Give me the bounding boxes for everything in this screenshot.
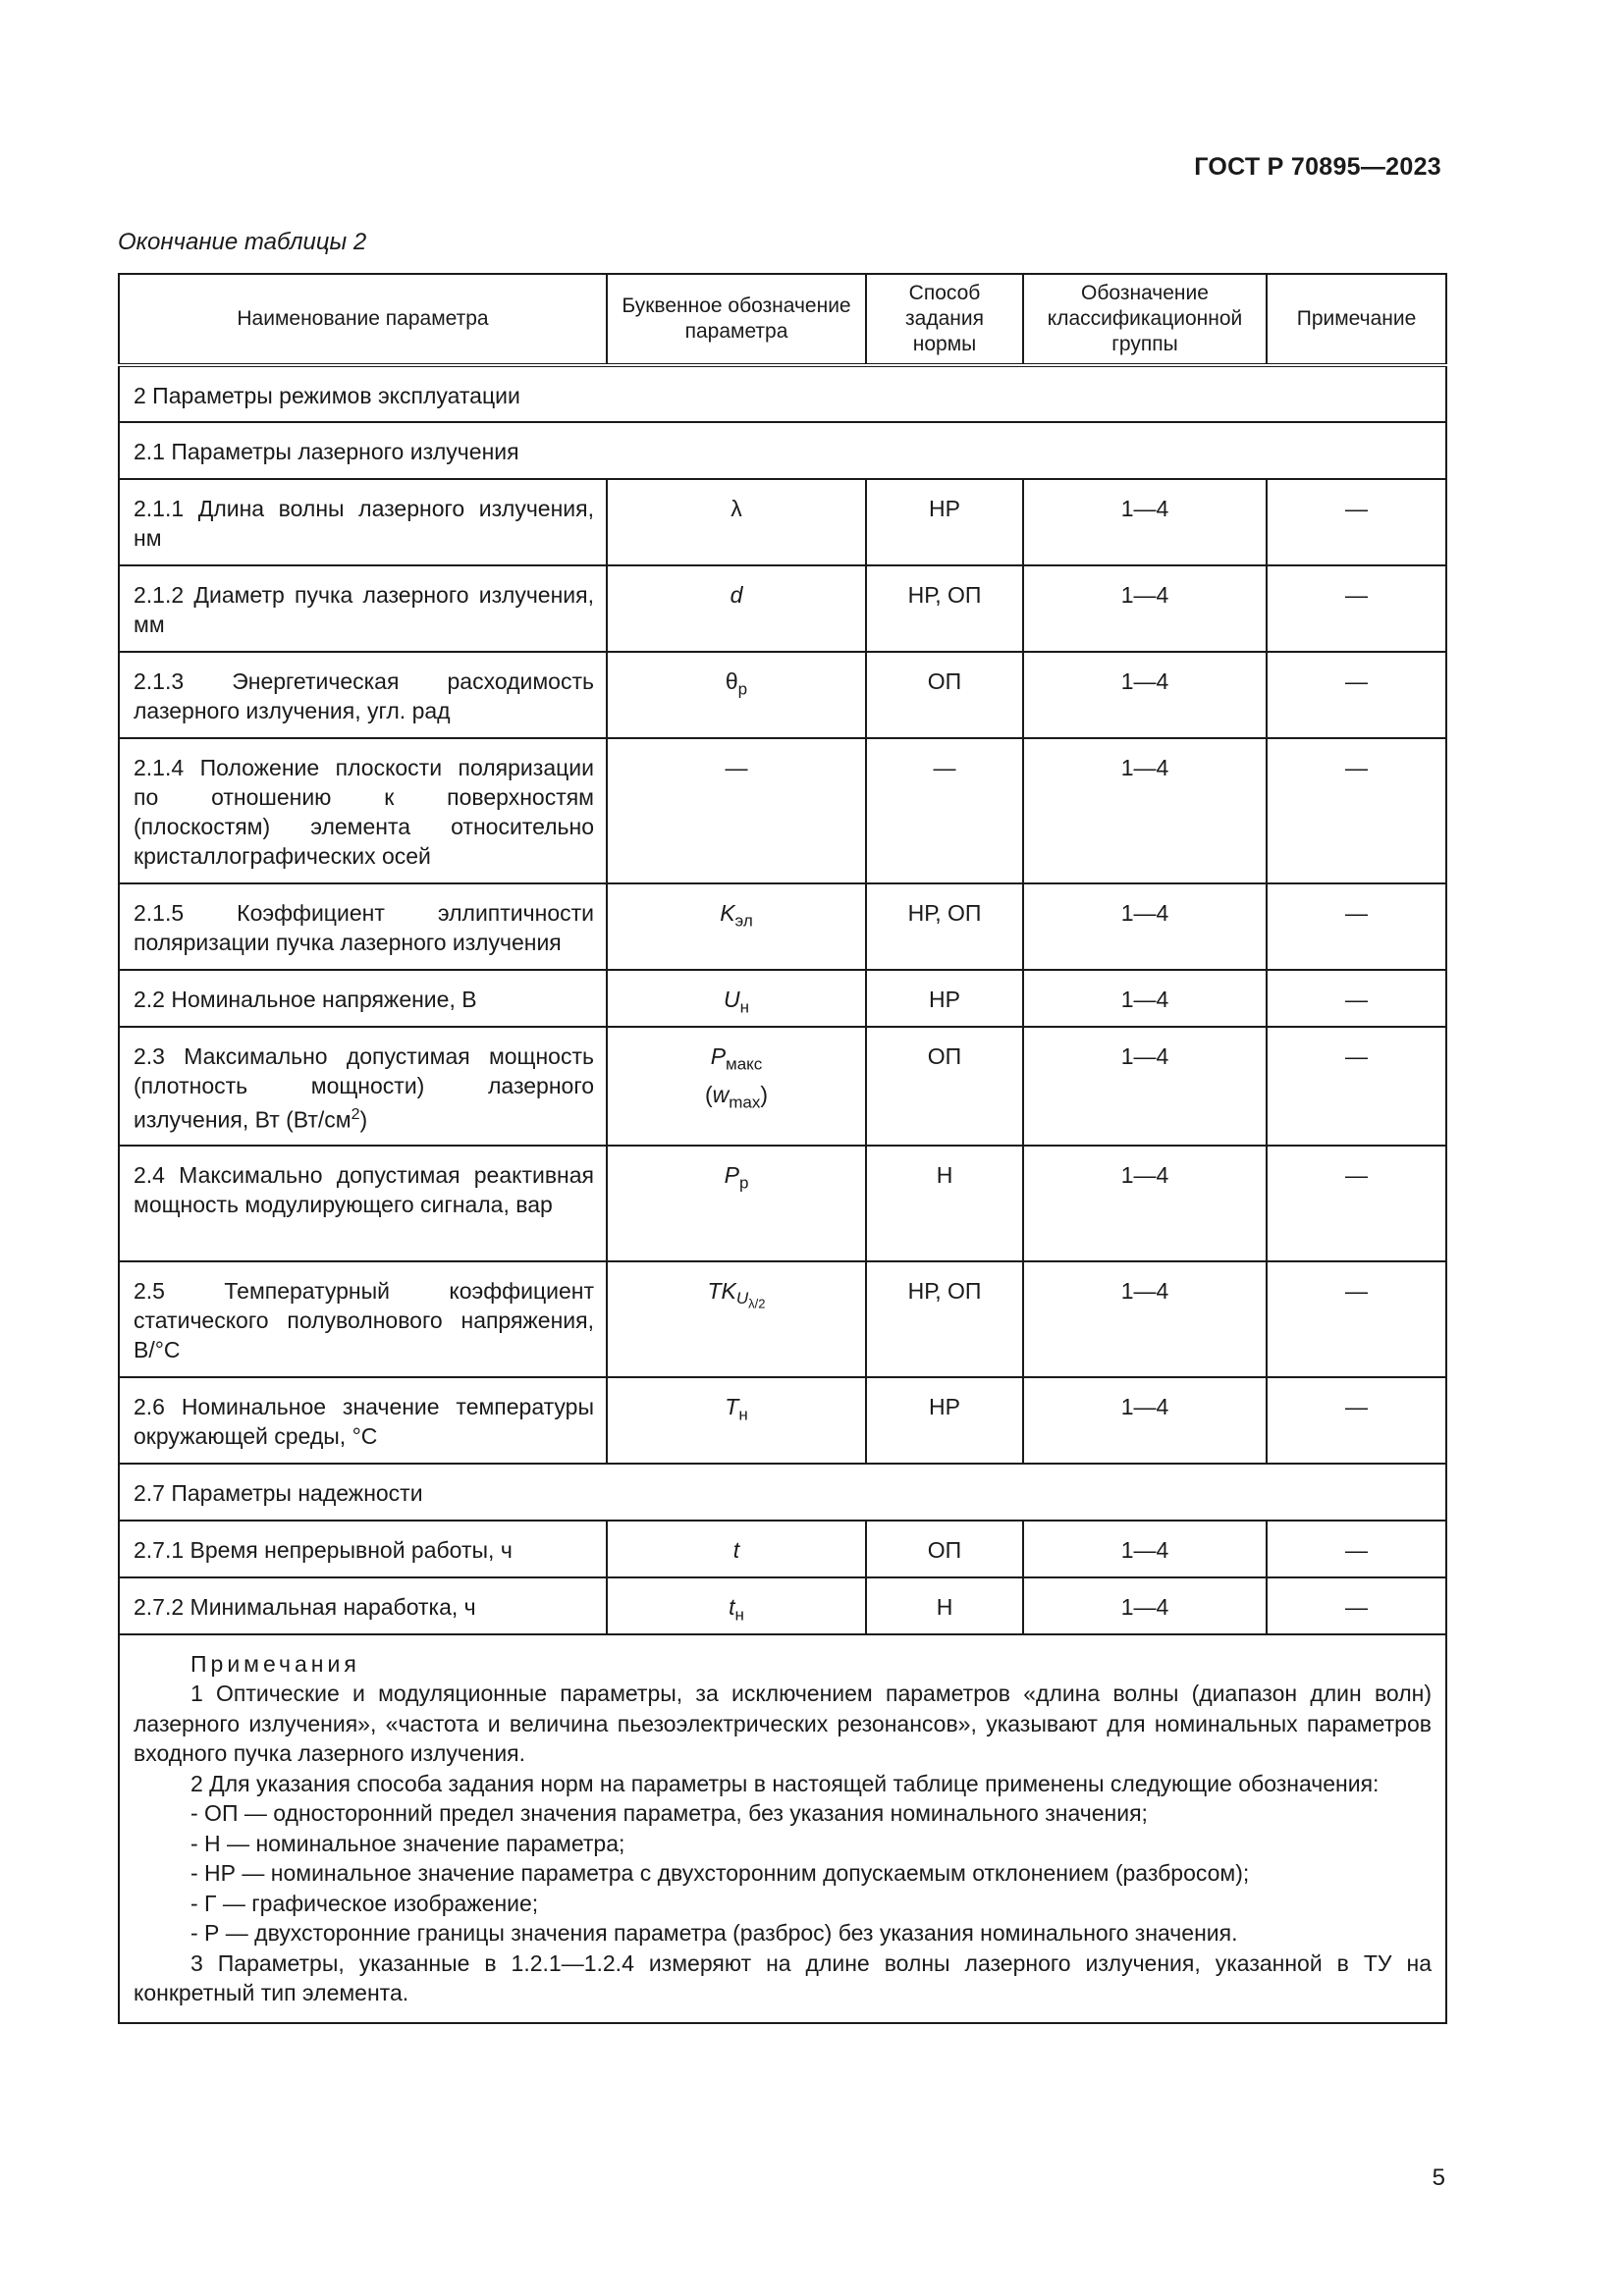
symbol-text: d: [730, 582, 743, 608]
param-note: —: [1267, 1261, 1446, 1377]
table-row: [119, 970, 1446, 1027]
section-title: 2 Параметры режимов эксплуатации: [119, 365, 1446, 422]
symbol-subsubscript: λ/2: [748, 1296, 766, 1311]
param-group: 1—4: [1023, 1577, 1267, 1634]
table-row: [119, 738, 1446, 883]
symbol-text: θ: [725, 668, 738, 694]
param-method: НР, ОП: [866, 565, 1023, 652]
symbol-subscript: н: [739, 997, 749, 1017]
param-note: —: [1267, 1577, 1446, 1634]
table-row: [119, 1521, 1446, 1577]
param-note: —: [1267, 652, 1446, 738]
param-group: 1—4: [1023, 1027, 1267, 1146]
symbol-subscript: макс: [726, 1054, 763, 1074]
param-method: Н: [866, 1146, 1023, 1261]
param-name: 2.1.1 Длина волны лазерного излучения, нм: [119, 479, 607, 565]
symbol-text: λ: [731, 496, 742, 521]
symbol-text: U: [723, 987, 740, 1012]
param-group: 1—4: [1023, 479, 1267, 565]
param-name-superscript: 2: [351, 1106, 360, 1123]
symbol-text: TK: [707, 1277, 736, 1304]
param-group: 1—4: [1023, 652, 1267, 738]
param-note: —: [1267, 970, 1446, 1027]
param-symbol: [607, 1377, 866, 1464]
symbol-text: t: [729, 1593, 735, 1620]
symbol-text: T: [725, 1393, 739, 1419]
param-method: ОП: [866, 1521, 1023, 1577]
param-group: 1—4: [1023, 1261, 1267, 1377]
header-symbol: Буквенное обозначение параметра: [607, 274, 866, 365]
symbol-subscript: н: [734, 1605, 744, 1625]
section-row: [119, 365, 1446, 422]
param-symbol: [607, 652, 866, 738]
page-number: 5: [1432, 2164, 1445, 2191]
param-name: 2.4 Максимально допустимая реактивная мощность модулирующего сигнала, вар: [119, 1146, 607, 1261]
header-name: Наименование параметра: [119, 274, 607, 365]
param-name: 2.1.3 Энергетическая расходимость лазерного излучения, угл. рад: [119, 652, 607, 738]
param-method: НР: [866, 479, 1023, 565]
param-name: [119, 1027, 607, 1146]
notes-block: [119, 1634, 1446, 2023]
table-row: [119, 565, 1446, 652]
param-note: —: [1267, 479, 1446, 565]
param-note: —: [1267, 1521, 1446, 1577]
table-row: [119, 1146, 1446, 1261]
param-name: 2.6 Номинальное значение температуры окружающей среды, °С: [119, 1377, 607, 1464]
symbol-text: K: [720, 900, 735, 926]
param-symbol: —: [607, 738, 866, 883]
symbol-text: t: [732, 1536, 740, 1563]
param-group: 1—4: [1023, 1521, 1267, 1577]
param-method: НР: [866, 970, 1023, 1027]
note-paragraph: 1 Оптические и модуляционные параметры, за исключением параметров «длина волны (диапазон длин волн) лазерного излучения», «частота и величина пьезоэлектрических резонансов», указывают для номинальных параметров входного пучка лазерного излучения.: [134, 1681, 1432, 1767]
symbol-subscript: р: [737, 679, 748, 699]
param-group: 1—4: [1023, 738, 1267, 883]
param-name-text: 2.3 Максимально допустимая мощность (плотность мощности) лазерного излучения, Вт (Вт/см: [134, 1043, 594, 1133]
param-note: —: [1267, 738, 1446, 883]
param-group: 1—4: [1023, 1377, 1267, 1464]
param-method: ОП: [866, 652, 1023, 738]
param-group: 1—4: [1023, 970, 1267, 1027]
table-caption: Окончание таблицы 2: [118, 229, 367, 255]
note-list-item: - Р — двухсторонние границы значения параметра (разброс) без указания номинального значения.: [190, 1920, 1238, 1947]
notes-row: [119, 1634, 1446, 2023]
symbol-alt-subscript: max: [729, 1093, 761, 1112]
param-symbol: [607, 1146, 866, 1261]
param-method: НР, ОП: [866, 883, 1023, 970]
table-header-row: [119, 274, 1446, 365]
param-method: ОП: [866, 1027, 1023, 1146]
symbol-text: P: [710, 1043, 727, 1069]
param-note: —: [1267, 1027, 1446, 1146]
param-method: НР, ОП: [866, 1261, 1023, 1377]
symbol-subscript: н: [738, 1405, 748, 1424]
note-list-item: - Н — номинальное значение параметра;: [190, 1830, 625, 1856]
symbol-text: P: [724, 1161, 739, 1188]
note-paragraph: 2 Для указания способа задания норм на параметры в настоящей таблице применены следующие обозначения:: [190, 1770, 1380, 1796]
param-group: 1—4: [1023, 883, 1267, 970]
symbol-subscript: U: [735, 1289, 749, 1308]
param-name: 2.1.2 Диаметр пучка лазерного излучения, мм: [119, 565, 607, 652]
param-name: 2.5 Температурный коэффициент статического полуволнового напряжения, В/°С: [119, 1261, 607, 1377]
param-symbol: [607, 1261, 866, 1377]
note-list-item: - НР — номинальное значение параметра с двухсторонним допускаемым отклонением (разбросом);: [190, 1860, 1250, 1887]
symbol-alt-text: w: [712, 1081, 730, 1107]
param-symbol: $P_{макс}$ $(w_{max})$: [607, 1027, 866, 1146]
document-code: ГОСТ Р 70895—2023: [1194, 153, 1441, 181]
param-note: —: [1267, 565, 1446, 652]
param-name: 2.2 Номинальное напряжение, В: [119, 970, 607, 1027]
param-symbol: [607, 1577, 866, 1634]
table-row: [119, 652, 1446, 738]
section-row: [119, 1464, 1446, 1521]
param-symbol: [607, 1521, 866, 1577]
param-symbol: [607, 970, 866, 1027]
param-symbol: [607, 883, 866, 970]
section-title: 2.7 Параметры надежности: [119, 1464, 1446, 1521]
param-name: 2.1.4 Положение плоскости поляризации по отношению к поверхностям (плоскостям) элемента относительно кристаллографических осей: [119, 738, 607, 883]
section-row: [119, 422, 1446, 479]
header-note: Примечание: [1267, 274, 1446, 365]
table-row: [119, 1027, 1446, 1146]
param-method: НР: [866, 1377, 1023, 1464]
header-method: Способ задания нормы: [866, 274, 1023, 365]
param-group: 1—4: [1023, 1146, 1267, 1261]
table-row: [119, 1377, 1446, 1464]
section-title: 2.1 Параметры лазерного излучения: [119, 422, 1446, 479]
symbol-subscript: р: [738, 1173, 749, 1193]
notes-title: Примечания: [190, 1650, 360, 1677]
note-paragraph: 3 Параметры, указанные в 1.2.1—1.2.4 измеряют на длине волны лазерного излучения, указанной в ТУ на конкретный тип элемента.: [134, 1949, 1432, 2006]
parameters-table: [118, 273, 1447, 2024]
param-group: 1—4: [1023, 565, 1267, 652]
param-name: 2.1.5 Коэффициент эллиптичности поляризации пучка лазерного излучения: [119, 883, 607, 970]
table-row: [119, 1261, 1446, 1377]
table-row: [119, 479, 1446, 565]
table-row: [119, 883, 1446, 970]
header-group: Обозначение классификационной группы: [1023, 274, 1267, 365]
param-method: —: [866, 738, 1023, 883]
table-row: [119, 1577, 1446, 1634]
param-note: —: [1267, 1146, 1446, 1261]
param-name: 2.7.2 Минимальная наработка, ч: [119, 1577, 607, 1634]
param-note: —: [1267, 1377, 1446, 1464]
symbol-subscript: эл: [734, 911, 753, 931]
note-list-item: - ОП — односторонний предел значения параметра, без указания номинального значения;: [190, 1800, 1148, 1827]
param-method: Н: [866, 1577, 1023, 1634]
param-note: —: [1267, 883, 1446, 970]
note-list-item: - Г — графическое изображение;: [190, 1890, 539, 1916]
param-symbol: [607, 565, 866, 652]
param-name-end: ): [359, 1106, 368, 1133]
param-symbol: [607, 479, 866, 565]
param-name: 2.7.1 Время непрерывной работы, ч: [119, 1521, 607, 1577]
